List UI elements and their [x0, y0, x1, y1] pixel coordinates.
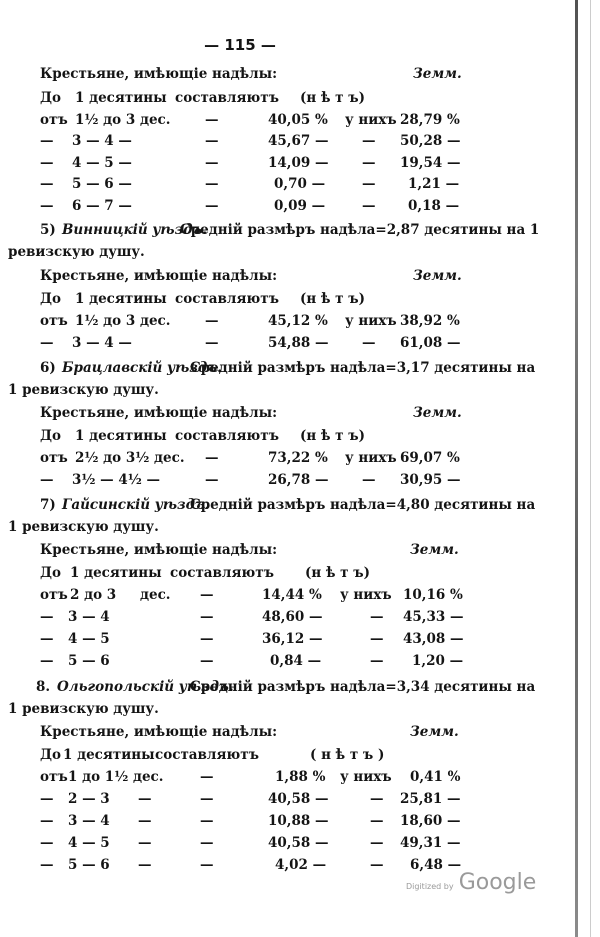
text-cell: составляютъ [175, 291, 279, 307]
text-cell: 28,79 % [400, 112, 460, 128]
text-cell: 1 до 1½ дес. [68, 769, 164, 785]
text-cell: составляютъ [170, 565, 274, 581]
text-cell: 61,08 — [400, 335, 461, 351]
text-line [0, 360, 536, 378]
text-cell: 0,09 — [274, 198, 326, 214]
text-cell: — [200, 813, 214, 829]
text-cell: 10,16 % [403, 587, 463, 603]
text-line [0, 313, 490, 331]
text-line [0, 133, 490, 151]
text-line [0, 835, 490, 853]
text-line [0, 268, 490, 286]
text-cell: у нихъ [345, 313, 397, 329]
text-cell: — [205, 472, 219, 488]
text-cell: — [138, 857, 152, 873]
text-cell: (н ѣ т ъ) [300, 428, 365, 444]
text-cell: 1½ до 3 дес. [75, 112, 171, 128]
text-line [0, 519, 490, 537]
text-cell: 2½ до 3½ дес. [75, 450, 185, 466]
text-cell: — [200, 769, 214, 785]
text-cell: — [205, 335, 219, 351]
text-cell: — [205, 450, 219, 466]
text-line [0, 724, 490, 742]
text-cell: 19,54 — [400, 155, 461, 171]
text-line [0, 291, 490, 309]
text-cell: Земм. [410, 724, 459, 740]
text-cell: — [362, 198, 376, 214]
text-line [0, 565, 490, 583]
text-cell: 18,60 — [400, 813, 461, 829]
text-cell: (н ѣ т ъ) [305, 565, 370, 581]
page-number: — 115 — [204, 36, 276, 54]
text-cell: 3 — 4 — [72, 133, 132, 149]
text-cell: 14,09 — [268, 155, 329, 171]
text-cell: составляютъ [175, 90, 279, 106]
google-watermark [406, 870, 536, 895]
text-cell: отъ [40, 313, 68, 329]
text-cell: — [370, 653, 384, 669]
text-cell: 50,28 — [400, 133, 461, 149]
text-cell: До [40, 428, 62, 444]
text-cell: 45,33 — [403, 609, 464, 625]
text-line [0, 244, 490, 262]
text-cell: 54,88 — [268, 335, 329, 351]
text-cell: 0,18 — [408, 198, 460, 214]
text-line [0, 382, 490, 400]
text-cell: 38,92 % [400, 313, 460, 329]
text-cell: — [40, 198, 54, 214]
text-cell: Земм. [413, 405, 462, 421]
text-cell: 40,58 — [268, 835, 329, 851]
text-cell: 69,07 % [400, 450, 460, 466]
text-line [0, 791, 490, 809]
digitized-by-text: Digitized by [406, 882, 454, 891]
text-cell: — [40, 609, 54, 625]
text-line [0, 813, 490, 831]
text-cell: 3 — 4 — [72, 335, 132, 351]
text-cell: 48,60 — [262, 609, 323, 625]
text-cell: 4 — 5 — [72, 155, 132, 171]
text-cell: 2 до 3 [70, 587, 117, 603]
text-line [0, 609, 490, 627]
text-cell: — [370, 791, 384, 807]
text-cell: ( н ѣ т ъ ) [310, 747, 385, 763]
text-cell: Земм. [410, 542, 459, 558]
google-logo: Google [458, 870, 537, 895]
text-cell: — [40, 791, 54, 807]
text-cell: 1 десятины [75, 428, 167, 444]
text-cell: отъ [40, 112, 68, 128]
text-cell: 1,88 % [275, 769, 326, 785]
text-cell: 2 — 3 [68, 791, 110, 807]
text-cell: 1,20 — [412, 653, 464, 669]
text-cell: 0,41 % [410, 769, 461, 785]
text-cell: — [40, 631, 54, 647]
text-line [0, 198, 490, 216]
text-cell: — [370, 631, 384, 647]
text-cell: До [40, 291, 62, 307]
page-edge-line [590, 0, 591, 937]
text-cell: Средній размѣръ надѣла=3,34 десятины на [190, 679, 536, 695]
text-cell: — [205, 112, 219, 128]
text-cell: у нихъ [345, 112, 397, 128]
text-cell: 6) [40, 360, 56, 376]
text-cell: ревизскую душу. [8, 244, 145, 260]
text-cell: 5 — 6 [68, 857, 110, 873]
text-cell: 6,48 — [410, 857, 462, 873]
text-cell: 4 — 5 [68, 631, 110, 647]
text-cell: — [200, 609, 214, 625]
text-cell: 14,44 % [262, 587, 322, 603]
text-cell: 1 ревизскую душу. [8, 382, 159, 398]
text-cell: 1 десятины [75, 291, 167, 307]
text-cell: 40,58 — [268, 791, 329, 807]
text-cell: Брацлавскій уѣздъ. [62, 360, 222, 376]
text-cell: — [370, 835, 384, 851]
text-cell: Крестьяне, имѣющіе надѣлы: [40, 405, 278, 421]
text-cell: — [40, 813, 54, 829]
text-cell: 49,31 — [400, 835, 461, 851]
text-cell: — [200, 857, 214, 873]
text-line [0, 587, 490, 605]
text-cell: Крестьяне, имѣющіе надѣлы: [40, 724, 278, 740]
text-line [0, 747, 490, 765]
text-cell: 3½ — 4½ — [72, 472, 161, 488]
text-cell: 6 — 7 — [72, 198, 132, 214]
text-cell: — [370, 609, 384, 625]
text-cell: 1 ревизскую душу. [8, 519, 159, 535]
text-cell: 40,05 % [268, 112, 328, 128]
text-cell: 1 десятины [70, 565, 162, 581]
text-line [0, 405, 490, 423]
text-cell: До [40, 90, 62, 106]
text-cell: 1 десятины [63, 747, 155, 763]
text-cell: Средній размѣръ надѣла=2,87 десятины на 1 [180, 222, 540, 238]
text-cell: 0,84 — [270, 653, 322, 669]
text-cell: — [362, 472, 376, 488]
text-cell: — [200, 631, 214, 647]
text-cell: у нихъ [340, 769, 392, 785]
text-cell: 43,08 — [403, 631, 464, 647]
text-cell: Земм. [413, 66, 462, 82]
text-cell: Ольгопольскій уѣздъ. [57, 679, 234, 695]
text-cell: 1 ревизскую душу. [8, 701, 159, 717]
text-line [0, 631, 490, 649]
text-cell: — [370, 857, 384, 873]
page-edge-shadow [575, 0, 578, 937]
text-cell: — [205, 133, 219, 149]
text-cell: отъ [40, 587, 68, 603]
text-cell: дес. [140, 587, 171, 603]
text-line [0, 112, 490, 130]
text-cell: 25,81 — [400, 791, 461, 807]
text-cell: 1,21 — [408, 176, 460, 192]
text-cell: 4,02 — [275, 857, 327, 873]
text-cell: Земм. [413, 268, 462, 284]
text-cell: 4 — 5 [68, 835, 110, 851]
text-line [0, 542, 490, 560]
text-cell: 10,88 — [268, 813, 329, 829]
text-cell: 0,70 — [274, 176, 326, 192]
text-cell: — [200, 653, 214, 669]
text-cell: — [370, 813, 384, 829]
text-cell: Крестьяне, имѣющіе надѣлы: [40, 66, 278, 82]
text-cell: — [138, 791, 152, 807]
text-cell: 3 — 4 [68, 813, 110, 829]
text-line [0, 653, 490, 671]
text-line [0, 450, 490, 468]
text-cell: составляютъ [175, 428, 279, 444]
text-cell: — [40, 155, 54, 171]
text-cell: — [205, 176, 219, 192]
text-cell: — [138, 835, 152, 851]
text-cell: — [40, 472, 54, 488]
text-line [0, 679, 536, 697]
text-cell: 5) [40, 222, 56, 238]
text-line [0, 701, 490, 719]
text-cell: 73,22 % [268, 450, 328, 466]
text-cell: 5 — 6 [68, 653, 110, 669]
text-cell: Крестьяне, имѣющіе надѣлы: [40, 268, 278, 284]
text-cell: 30,95 — [400, 472, 461, 488]
text-cell: 36,12 — [262, 631, 323, 647]
text-line [0, 222, 540, 240]
text-cell: 26,78 — [268, 472, 329, 488]
text-line [0, 335, 490, 353]
text-cell: у нихъ [340, 587, 392, 603]
text-cell: Средній размѣръ надѣла=3,17 десятины на [190, 360, 536, 376]
text-cell: 1 десятины [75, 90, 167, 106]
text-cell: До [40, 747, 62, 763]
text-line [0, 176, 490, 194]
text-cell: — [40, 133, 54, 149]
text-cell: Средній размѣръ надѣла=4,80 десятины на [190, 497, 536, 513]
text-cell: 5 — 6 — [72, 176, 132, 192]
text-cell: — [205, 198, 219, 214]
text-cell: — [200, 791, 214, 807]
text-line [0, 90, 490, 108]
text-line [0, 769, 490, 787]
text-cell: — [362, 133, 376, 149]
text-cell: Гайсинскій уѣздъ. [62, 497, 210, 513]
text-cell: 45,67 — [268, 133, 329, 149]
text-cell: — [200, 587, 214, 603]
text-line [0, 155, 490, 173]
text-cell: — [40, 653, 54, 669]
text-cell: отъ [40, 769, 68, 785]
text-cell: До [40, 565, 62, 581]
text-cell: 8. [36, 679, 51, 695]
text-cell: у нихъ [345, 450, 397, 466]
text-line [0, 497, 536, 515]
text-cell: 3 — 4 [68, 609, 110, 625]
text-cell: — [40, 335, 54, 351]
text-cell: отъ [40, 450, 68, 466]
text-cell: 45,12 % [268, 313, 328, 329]
text-cell: Винницкій уѣздъ. [62, 222, 208, 238]
text-cell: Крестьяне, имѣющіе надѣлы: [40, 542, 278, 558]
text-cell: — [205, 313, 219, 329]
text-cell: — [362, 155, 376, 171]
text-cell: 1½ до 3 дес. [75, 313, 171, 329]
text-line [0, 66, 490, 84]
text-cell: (н ѣ т ъ) [300, 291, 365, 307]
text-cell: — [200, 835, 214, 851]
text-cell: составляютъ [155, 747, 259, 763]
text-line [0, 472, 490, 490]
text-cell: — [138, 813, 152, 829]
text-cell: — [362, 176, 376, 192]
text-cell: — [205, 155, 219, 171]
text-cell: — [40, 857, 54, 873]
text-cell: — [40, 176, 54, 192]
text-cell: — [362, 335, 376, 351]
text-cell: (н ѣ т ъ) [300, 90, 365, 106]
text-cell: — [40, 835, 54, 851]
text-line [0, 428, 490, 446]
text-cell: 7) [40, 497, 56, 513]
